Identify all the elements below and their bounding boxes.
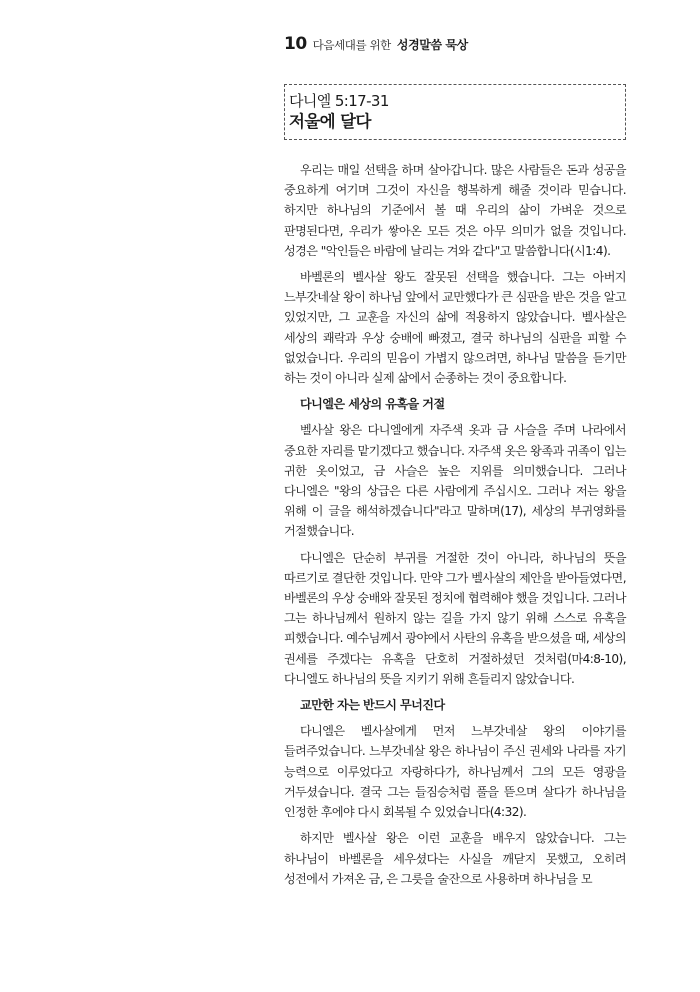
paragraph: 하지만 벨사살 왕은 이런 교훈을 배우지 않았습니다. 그는 하나님이 바벨론을 세우셨다는 사실을 깨닫지 못했고, 오히려 성전에서 가져온 금, 은 그릇을 술잔으로 사용하며 하나님을 모 [284,831,626,886]
body-text [284,160,626,889]
series-title-main: 성경말씀 묵상 [396,38,468,52]
running-header [284,34,626,54]
title-box [284,84,626,140]
paragraph: 벨사살 왕은 다니엘에게 자주색 옷과 금 사슬을 주며 나라에서 중요한 자리를 맡기겠다고 했습니다. 자주색 옷은 왕족과 귀족이 입는 귀한 옷이었고, 금 사슬은 높은 지위를 의미했습니다. 그러나 다니엘은 "왕의 상급은 다른 사람에게 주십시오. 그러나 저는 왕을 위해 이 글을 해석하겠습니다"라고 말하며(17), 세상의 부귀영화를 거절했습니다. [284,423,626,539]
page-number: 10 [284,34,307,54]
paragraph: 다니엘은 단순히 부귀를 거절한 것이 아니라, 하나님의 뜻을 따르기로 결단한 것입니다. 만약 그가 벨사살의 제안을 받아들였다면, 바벨론의 우상 숭배와 잘못된 정치에 협력해야 했을 것입니다. 그러나 그는 하나님께서 원하지 않는 길을 가지 않기 위해 스스로 유혹을 피했습니다. 예수님께서 광야에서 사탄의 유혹을 받으셨을 때, 세상의 권세를 주겠다는 유혹을 단호히 거절하셨던 것처럼(마4:8-10), 다니엘도 하나님의 뜻을 지키기 위해 흔들리지 않았습니다. [284,550,626,686]
series-title-prefix: 다음세대를 위한 [312,38,391,52]
devotion-title: 저울에 달다 [289,112,371,131]
paragraph: 다니엘은 벨사살에게 먼저 느부갓네살 왕의 이야기를 들려주었습니다. 느부갓네살 왕은 하나님이 주신 권세와 나라를 자기 능력으로 이루었다고 자랑하다가, 하나님께서 그의 모든 영광을 거두셨습니다. 결국 그는 들짐승처럼 풀을 뜯으며 살다가 하나님을 인정한 후에야 다시 회복될 수 있었습니다(4:32). [284,724,626,820]
page-column [284,34,626,895]
section-heading: 교만한 자는 반드시 무너진다 [300,698,445,713]
paragraph: 바벨론의 벨사살 왕도 잘못된 선택을 했습니다. 그는 아버지 느부갓네살 왕이 하나님 앞에서 교만했다가 큰 심판을 받은 것을 알고 있었지만, 그 교훈을 자신의 삶에 적용하지 않았습니다. 벨사살은 세상의 쾌락과 우상 숭배에 빠졌고, 결국 하나님의 심판을 피할 수 없었습니다. 우리의 믿음이 가볍지 않으려면, 하나님 말씀을 듣기만 하는 것이 아니라 실제 삶에서 순종하는 것이 중요합니다. [284,270,626,386]
paragraph: 우리는 매일 선택을 하며 살아갑니다. 많은 사람들은 돈과 성공을 중요하게 여기며 그것이 자신을 행복하게 해줄 것이라 믿습니다. 하지만 하나님의 기준에서 볼 때 우리의 삶이 가벼운 것으로 판명된다면, 우리가 쌓아온 모든 것은 아무 의미가 없을 것입니다. 성경은 "악인들은 바람에 날리는 겨와 같다"고 말씀합니다(시1:4). [284,163,626,258]
scripture-reference: 다니엘 5:17-31 [289,92,389,110]
section-heading: 다니엘은 세상의 유혹을 거절 [300,397,445,412]
